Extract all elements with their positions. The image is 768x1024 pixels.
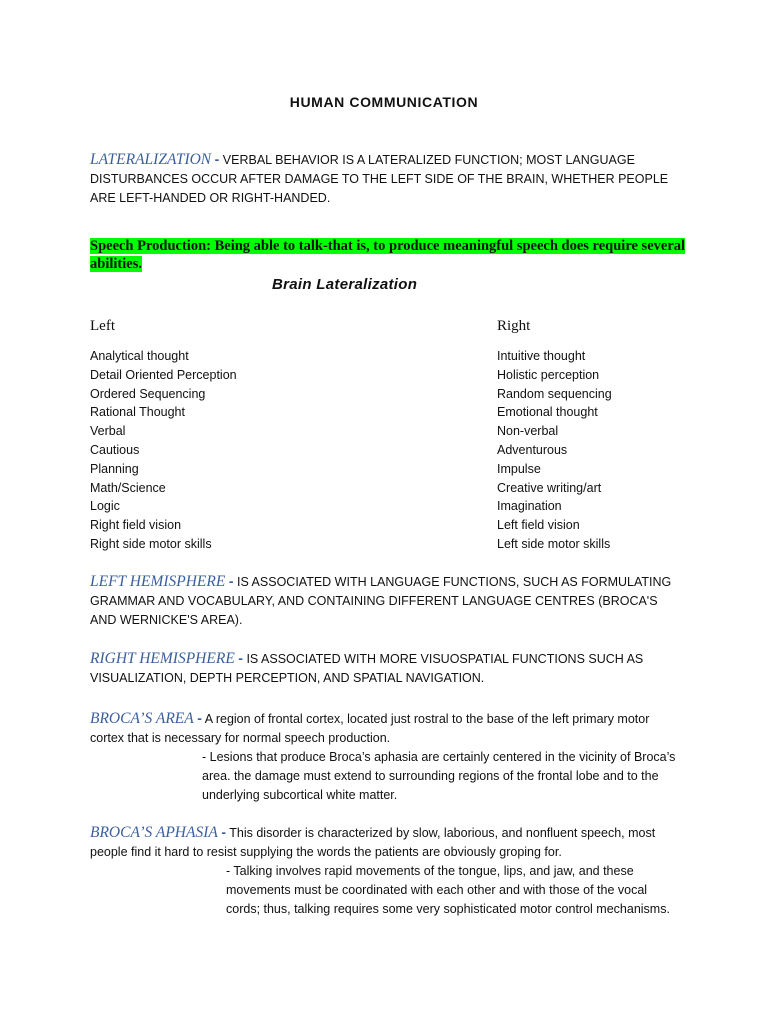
left-hemisphere-dash: -: [228, 573, 234, 589]
page-title: HUMAN COMMUNICATION: [289, 94, 479, 110]
brocas-area-paragraph: [90, 709, 680, 805]
speech-production-text: Speech Production: Being able to talk-that is, to produce meaningful speech does require several abilities.: [90, 238, 686, 272]
list-item: Right field vision: [90, 518, 182, 533]
list-item: Imagination: [497, 499, 562, 514]
lateralization-text: VERBAL BEHAVIOR IS A LATERALIZED FUNCTION; MOST LANGUAGE DISTURBANCES OCCUR AFTER DAMAGE TO THE LEFT SIDE OF THE BRAIN, WHETHER PEOPLE ARE LEFT-HANDED OR RIGHT-HANDED.: [90, 153, 669, 205]
list-item: Random sequencing: [497, 386, 612, 401]
list-item: Verbal: [90, 424, 126, 439]
right-hemisphere-dash: -: [238, 650, 243, 666]
lateralization-dash: -: [214, 151, 220, 167]
right-hemisphere-paragraph: [90, 649, 680, 688]
left-hemisphere-text: IS ASSOCIATED WITH LANGUAGE FUNCTIONS, SUCH AS FORMULATING GRAMMAR AND VOCABULARY, AND CONTAINING DIFFERENT LANGUAGE CENTRES (BROCA'S AND WERNICKE'S AREA).: [90, 575, 672, 627]
list-item: Intuitive thought: [497, 349, 586, 363]
brocas-area-note: - Lesions that produce Broca’s aphasia are certainly centered in the vicinity of Broca’s area. the damage must extend to surrounding regions of the frontal lobe and to the underlying subcortical white matter.: [202, 750, 676, 802]
left-column-header: Left: [90, 318, 115, 334]
list-item: Detail Oriented Perception: [90, 367, 237, 382]
left-brain-list: [90, 347, 237, 554]
list-item: Ordered Sequencing: [90, 386, 206, 401]
list-item: Non-verbal: [497, 424, 559, 439]
list-item: Left side motor skills: [497, 536, 611, 551]
list-item: Right side motor skills: [90, 536, 212, 551]
brocas-area-dash: -: [197, 710, 202, 726]
list-item: Emotional thought: [497, 405, 598, 420]
list-item: Adventurous: [497, 442, 568, 457]
list-item: Left field vision: [497, 518, 580, 533]
list-item: Cautious: [90, 442, 140, 457]
list-item: Creative writing/art: [497, 480, 602, 495]
left-hemisphere-term: LEFT HEMISPHERE: [90, 573, 226, 590]
list-item: Holistic perception: [497, 367, 600, 382]
list-item: Logic: [90, 499, 120, 514]
brocas-aphasia-note: - Talking involves rapid movements of the tongue, lips, and jaw, and these movements must be coordinated with each other and with those of the vocal cords; thus, talking requires some very sophisticated motor control mechanisms.: [226, 864, 670, 916]
list-item: Analytical thought: [90, 349, 189, 363]
brocas-aphasia-dash: -: [221, 824, 227, 840]
right-column-header: Right: [497, 318, 531, 334]
right-hemisphere-text: IS ASSOCIATED WITH MORE VISUOSPATIAL FUNCTIONS SUCH AS VISUALIZATION, DEPTH PERCEPTION, AND SPATIAL NAVIGATION.: [90, 652, 644, 685]
brain-lateralization-heading: Brain Lateralization: [272, 276, 418, 293]
list-item: Planning: [90, 461, 139, 476]
brocas-area-text: A region of frontal cortex, located just rostral to the base of the left primary motor cortex that is necessary for normal speech production.: [90, 712, 650, 745]
list-item: Impulse: [497, 461, 541, 476]
list-item: Math/Science: [90, 480, 166, 495]
brocas-aphasia-term: BROCA’S APHASIA: [90, 824, 218, 841]
lateralization-paragraph: [90, 150, 680, 208]
lateralization-term: LATERALIZATION: [90, 151, 212, 168]
left-hemisphere-paragraph: [90, 572, 680, 630]
brocas-aphasia-paragraph: [90, 823, 680, 919]
speech-production-paragraph: [90, 237, 690, 273]
right-brain-list: [497, 347, 612, 554]
brocas-area-term: BROCA’S AREA: [90, 710, 194, 727]
right-hemisphere-term: RIGHT HEMISPHERE: [90, 650, 235, 667]
brocas-aphasia-text: This disorder is characterized by slow, laborious, and nonfluent speech, most people find it hard to resist supplying the words the patients are obviously groping for.: [90, 826, 656, 859]
list-item: Rational Thought: [90, 405, 185, 420]
